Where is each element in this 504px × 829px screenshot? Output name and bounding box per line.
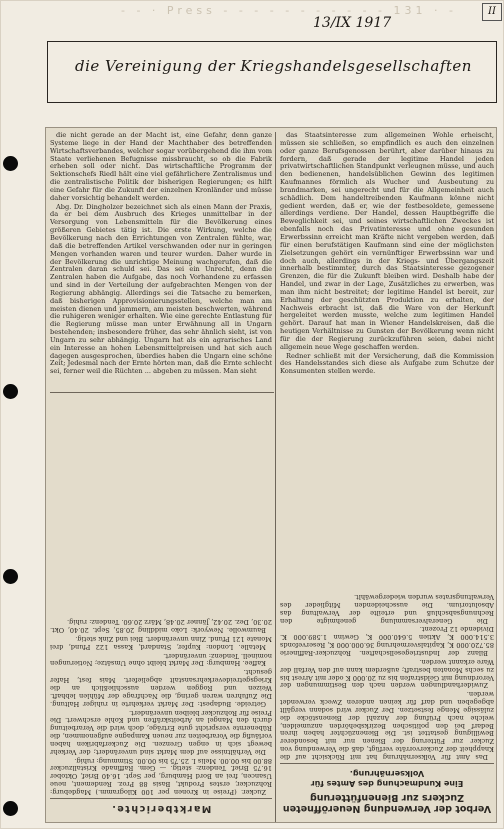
subheadline: Eine Kundmachung des Amtes für Volksernährung.: [310, 769, 464, 788]
paragraph: Baumwolle. Newyork: Loko middling 20.85, Sept. 20.40, Okt. 20.30, Dez. 20.42, Jänner 20.48, März 20.60. Tendenz: ruhig.: [50, 618, 272, 635]
paragraph: Kaffee. Hamburg: Der Markt bleibt ohne Umsätze; Notierungen nominell. Tendenz: unverändert.: [50, 651, 272, 668]
handwritten-date: 13/IX 1917: [313, 15, 392, 31]
article-column-top-left: [50, 132, 272, 390]
headline: Verbot der Verwendung Neueröffneten Zuckers zur Bienenfütterung: [282, 792, 492, 814]
inverted-clipping-left: [50, 396, 272, 820]
punch-hole: [3, 801, 18, 816]
paragraph: Metalle. London: Kupfer, Standard, Kassa 122 Pfund, drei Monate 121 Pfund. Zinn unverändert. Blei und Zink stetig.: [50, 634, 272, 651]
article-body: [50, 617, 272, 795]
article-column-top-right: [280, 132, 494, 458]
paragraph: Zuwiderhandlungen werden nach den Bestimmungen der Verordnung mit Geldstrafen bis zu 20.000 K oder mit Arrest bis zu sechs Monaten bestraft; außerdem kann auf den Verfall der Ware erkannt werden.: [280, 657, 494, 690]
section-divider: [50, 392, 274, 393]
paragraph: Die Generalversammlung genehmigte den Rechnungsabschluß und erteilte der Verwaltung das Absolutorium. Die ausscheidenden Mitglieder des Verwaltungsrates wurden wiedergewählt.: [280, 593, 494, 625]
paragraph: Bilanz der Industriegesellschaften. Rohzucker-Raffinerie 85.720.000 K, Kapitalsvermehrung 36.000.000 K, Reservefonds 3.514.000 K, Aktien 5.640.000 K, Gewinn 1.589.000 K. Dividende 12 Prozent.: [280, 625, 494, 658]
paragraph: Abg. Dr. Dingholzer bezeichnet sich als einen Mann der Praxis, da er bei dem Ausbruch des Krieges unmittelbar in der Versorgung von Lebensmitteln für die Bevölkerung eines größeren Gebietes tätig ist. Die erste Wirkung, welche die Bevölkerung nach den Errichtungen von Zentralen fühlte, war, daß die betreffenden Artikel verschwanden oder nur in geringen Mengen vorhanden waren und teurer wurden. Daher wurde in der Bevölkerung die unrichtige Meinung wachgerufen, daß die Zentralen daran schuld sei. Das sei ein Unrecht, denn die Zentralen haben die Aufgabe, das noch Vorhandene zu erfassen und sind in der Verteilung der aufgebrachten Mengen von der Regierung abhängig. Allerdings sei die Tatsache zu bemerken, daß bisherigen Approvisionierungsstellen, welche man am meisten dienen und jammern, am meisten beschwerten, während die ruhigeren weniger erhalten. Wie eine gerechte Entlastung für die Regierung müsse man unter Erwähnung all in Ungarn bestehenden; insbesondere früher, das sehr ähnlich sieht, ist von Ungarn zu sehr abhängig. Ungarn hat als ein agrarisches Land ein Interesse an hohen Lebensmittelpreisen und hat sich auch dagegen ausgesprochen, überdies haben die Ungarn eine schöne Zeit; Jedesmal nach der Ernte hörten man, daß die Ernte schlecht sei, ferner weil die Rüchten ... abgeben zu müssen. Man sieht: [50, 202, 272, 376]
rule: [280, 763, 494, 764]
paragraph: Die Verhältnisse auf dem Markt sind unverändert; der Verkehr bewegt sich in engen Grenzen. Die Zuckerfabriken haben vorläufig die Vorarbeiten zur neuen Kampagne aufgenommen, die Rübenernte verspricht gute Erträge, doch wird die Verarbeitung durch den Mangel an Arbeitskräften und Kohle erschwert. Die Preise für Rohzucker bleiben unverändert.: [50, 708, 272, 756]
handwritten-title: die Vereinigung der Kriegshandelsgesellschaften: [75, 57, 472, 75]
paragraph: das Staatsinteresse zum allgemeinen Wohle erheischt, müssen sie schließen, so empfindlich es auch den einzelnen oder ganze Berufsgenossen berührt, aber darüber hinaus zu fordern, daß gerade der legitime Handel jeden privatwirtschaftlichen Standpunkt verleugnen müsse, und auch den bedienenen, handelsüblichen Gewinn des legitimen Kaufmannes förmlich als Wucher und Ausbeutung zu brandmarken, sei ungerecht und für die Allgemeinheit auch schädlich. Dem handeltreibenden Kaufmann könne nicht gedient werden, daß er, wie der festbesoldete, gemessene allerdings verdiene. Der Handel, dessen Hauptbegriffe die Beweglichkeit sei, und seines wirtschaftlichen Zweckes ist ebenfalls noch das Privatinteresse und ohne gesunden Erwerbssinn erreicht man Kräfte nicht vergeben werden, daß für einen berufstätigen Kaufmann sind eine der möglichsten Zielsetzungen gehört ein vernünftiger Erwerbssinn war und doch auch, allerdings in der Kriegs- und Übergangszeit innerhalb bestimmter, durch das Staatsinteresse gezogener Grenzen, die für die Zukunft bleiben wird. Deshalb habe der Handel, und zwar in der Lage, Zusätzliches zu erwerben, was man ihm nicht bestreitet; der legitime Handel ist bereit, zur Erhaltung der geschützten Produktion zu erhalten, der Nachweis erbracht ist, daß die Ware von der Herkunft hergeleitet werden musste, welche zum legitimen Handel gehört. Darauf hat man in Wiener Handelskreisen, daß die heutigen Verhältnisse zu Gunsten der Bevölkerung wenn nicht für die der Regierung zurückzuführen seien, dabei nicht allgemein neue Wege geschaffen werden.: [280, 132, 494, 351]
inverted-clipping-right: [280, 460, 494, 820]
article-body: [280, 592, 494, 760]
paragraph: Zucker. (Preise in Kronen per 100 Kilogramm.) Magdeburg: Rohzucker, erstes Produkt, Basis 88 Proz. Rendement, neue Usancen, frei an Bord Hamburg, per Sept. 16.40 Brief, Oktober 16.75 Brief. Tendenz: stetig. — Gem. Raffinade Kristallzucker 88.00 bis 00.00. Melis I. 25.75 bis 00.00. Stimmung: ruhig.: [50, 756, 272, 796]
volume-mark: II: [482, 3, 502, 21]
punch-hole: [3, 384, 18, 399]
rule: [50, 798, 272, 799]
paragraph: Das Amt für Volksernährung hat mit Rücksicht auf die Knappheit der Zuckervorräte verfügt, daß die Verwendung von Zucker zur Fütterung der Bienen nur mit besonderer Bewilligung gestattet ist. Die Bienenzüchter haben ihren Bedarf bei den politischen Bezirksbehörden anzumelden, welche nach Prüfung der Anzahl der Bienenstöcke die zulässige Menge festsetzen. Der Zucker wird sodann vergällt abgegeben und darf für keinen anderen Zweck verwendet werden.: [280, 690, 494, 761]
punch-hole: [3, 156, 18, 171]
newspaper-clipping: [45, 127, 497, 823]
column-divider: [275, 132, 276, 822]
paragraph: Redner schließt mit der Versicherung, daß die Kommission des Handelsstandes sich diese als Aufgabe zum Schutze der Konsumenten stellen werde.: [280, 351, 494, 376]
paragraph: Getreide. Budapest: Der Markt verkehrte in ruhiger Haltung. Die Zufuhren waren gering, die Nachfrage der Mühlen lebhaft. Weizen und Roggen werden ausschließlich an die Kriegsgetreideverkehrsanstalt abgeliefert. Mais fest, Hafer gesucht.: [50, 668, 272, 708]
paragraph: die nicht gerade an der Macht ist, eine Gefahr, denn ganze Systeme liege in der Hand der Machthaber des betreffenden Wirtschaftsverbandes, welcher sogar vorübergehend die ihm vom Staate verliehenen Befugnisse missbraucht, so ob die Fabrik erheben soll oder nicht. Das wirtschaftliche Programm der Sektionschefs Riedl hält eine viel gefährlichere Zentralismus und die zentralistische Politik der bisherigen Regierungen; es hilft eine Gefahr für die Zukunft der einzelnen Kronländer und müsse daher vorsichtig behandelt werden.: [50, 132, 272, 202]
headline: Marktberichte.: [110, 803, 212, 814]
punch-hole: [3, 569, 18, 584]
faded-stamp: - - · Press - - - - - - - - - - - 131 · -: [121, 4, 457, 17]
